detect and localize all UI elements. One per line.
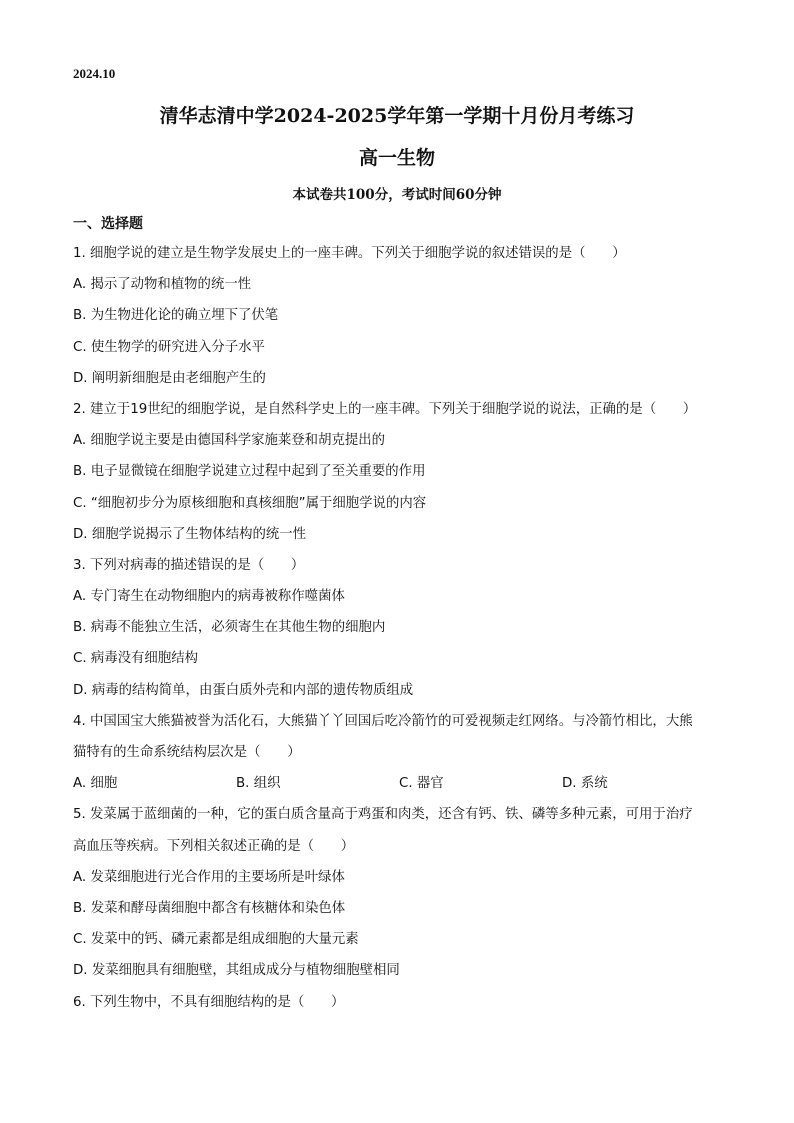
question-stem: 5. 发菜属于蓝细菌的一种，它的蛋白质含量高于鸡蛋和肉类，还含有钙、铁、磷等多种元素，可用于治疗: [73, 807, 693, 823]
option-a: A. 揭示了动物和植物的统一性: [73, 277, 252, 293]
option-d: D. 发菜细胞具有细胞壁，其组成成分与植物细胞壁相同: [73, 963, 400, 979]
option-c: C. 发菜中的钙、磷元素都是组成细胞的大量元素: [73, 932, 359, 948]
option-a: A. 细胞学说主要是由德国科学家施莱登和胡克提出的: [73, 433, 386, 449]
inline-options: [73, 774, 725, 805]
section-heading: 一、选择题: [73, 216, 143, 232]
option-c: C. 使生物学的研究进入分子水平: [73, 339, 265, 355]
option-b: B. 为生物进化论的确立埋下了伏笔: [73, 308, 279, 324]
exam-date: 2024.10: [73, 66, 116, 81]
question-stem: 6. 下列生物中，不具有细胞结构的是（ ）: [73, 994, 345, 1010]
option-b: B. 病毒不能独立生活，必须寄生在其他生物的细胞内: [73, 620, 386, 636]
question-stem: 3. 下列对病毒的描述错误的是（ ）: [73, 557, 305, 573]
option-b: B. 组织: [236, 776, 281, 792]
option-b: B. 电子显微镜在细胞学说建立过程中起到了至关重要的作用: [73, 464, 426, 480]
question-stem: 2. 建立于19世纪的细胞学说，是自然科学史上的一座丰碑。下列关于细胞学说的说法，正确的是（ ）: [73, 401, 697, 417]
option-d: D. 阐明新细胞是由老细胞产生的: [73, 370, 266, 386]
exam-subject: 高一生物: [358, 147, 435, 169]
question-stem-continued: 猫特有的生命系统结构层次是（ ）: [73, 745, 301, 760]
option-c: C. 器官: [399, 776, 444, 792]
option-d: D. 系统: [562, 776, 608, 792]
question-stem: 4. 中国国宝大熊猫被誉为活化石，大熊猫丫丫回国后吃冷箭竹的可爱视频走红网络。与冷箭竹相比，大熊: [73, 713, 693, 729]
option-d: D. 病毒的结构简单，由蛋白质外壳和内部的遗传物质组成: [73, 682, 414, 698]
question-list: [73, 244, 725, 1024]
option-c: C. “细胞初步分为原核细胞和真核细胞”属于细胞学说的内容: [73, 495, 427, 511]
question-stem-continued: 高血压等疾病。下列相关叙述正确的是（ ）: [73, 838, 355, 854]
option-b: B. 发菜和酵母菌细胞中都含有核糖体和染色体: [73, 900, 346, 916]
option-a: A. 细胞: [73, 776, 118, 792]
exam-info: 本试卷共100分，考试时间60分钟: [292, 187, 502, 203]
option-a: A. 发菜细胞进行光合作用的主要场所是叶绿体: [73, 869, 345, 885]
option-a: A. 专门寄生在动物细胞内的病毒被称作噬菌体: [73, 589, 345, 605]
exam-title: 清华志清中学2024-2025学年第一学期十月份月考练习: [159, 105, 635, 127]
option-d: D. 细胞学说揭示了生物体结构的统一性: [73, 526, 307, 542]
option-c: C. 病毒没有细胞结构: [73, 651, 198, 667]
question-stem: 1. 细胞学说的建立是生物学发展史上的一座丰碑。下列关于细胞学说的叙述错误的是（ ）: [73, 246, 626, 261]
